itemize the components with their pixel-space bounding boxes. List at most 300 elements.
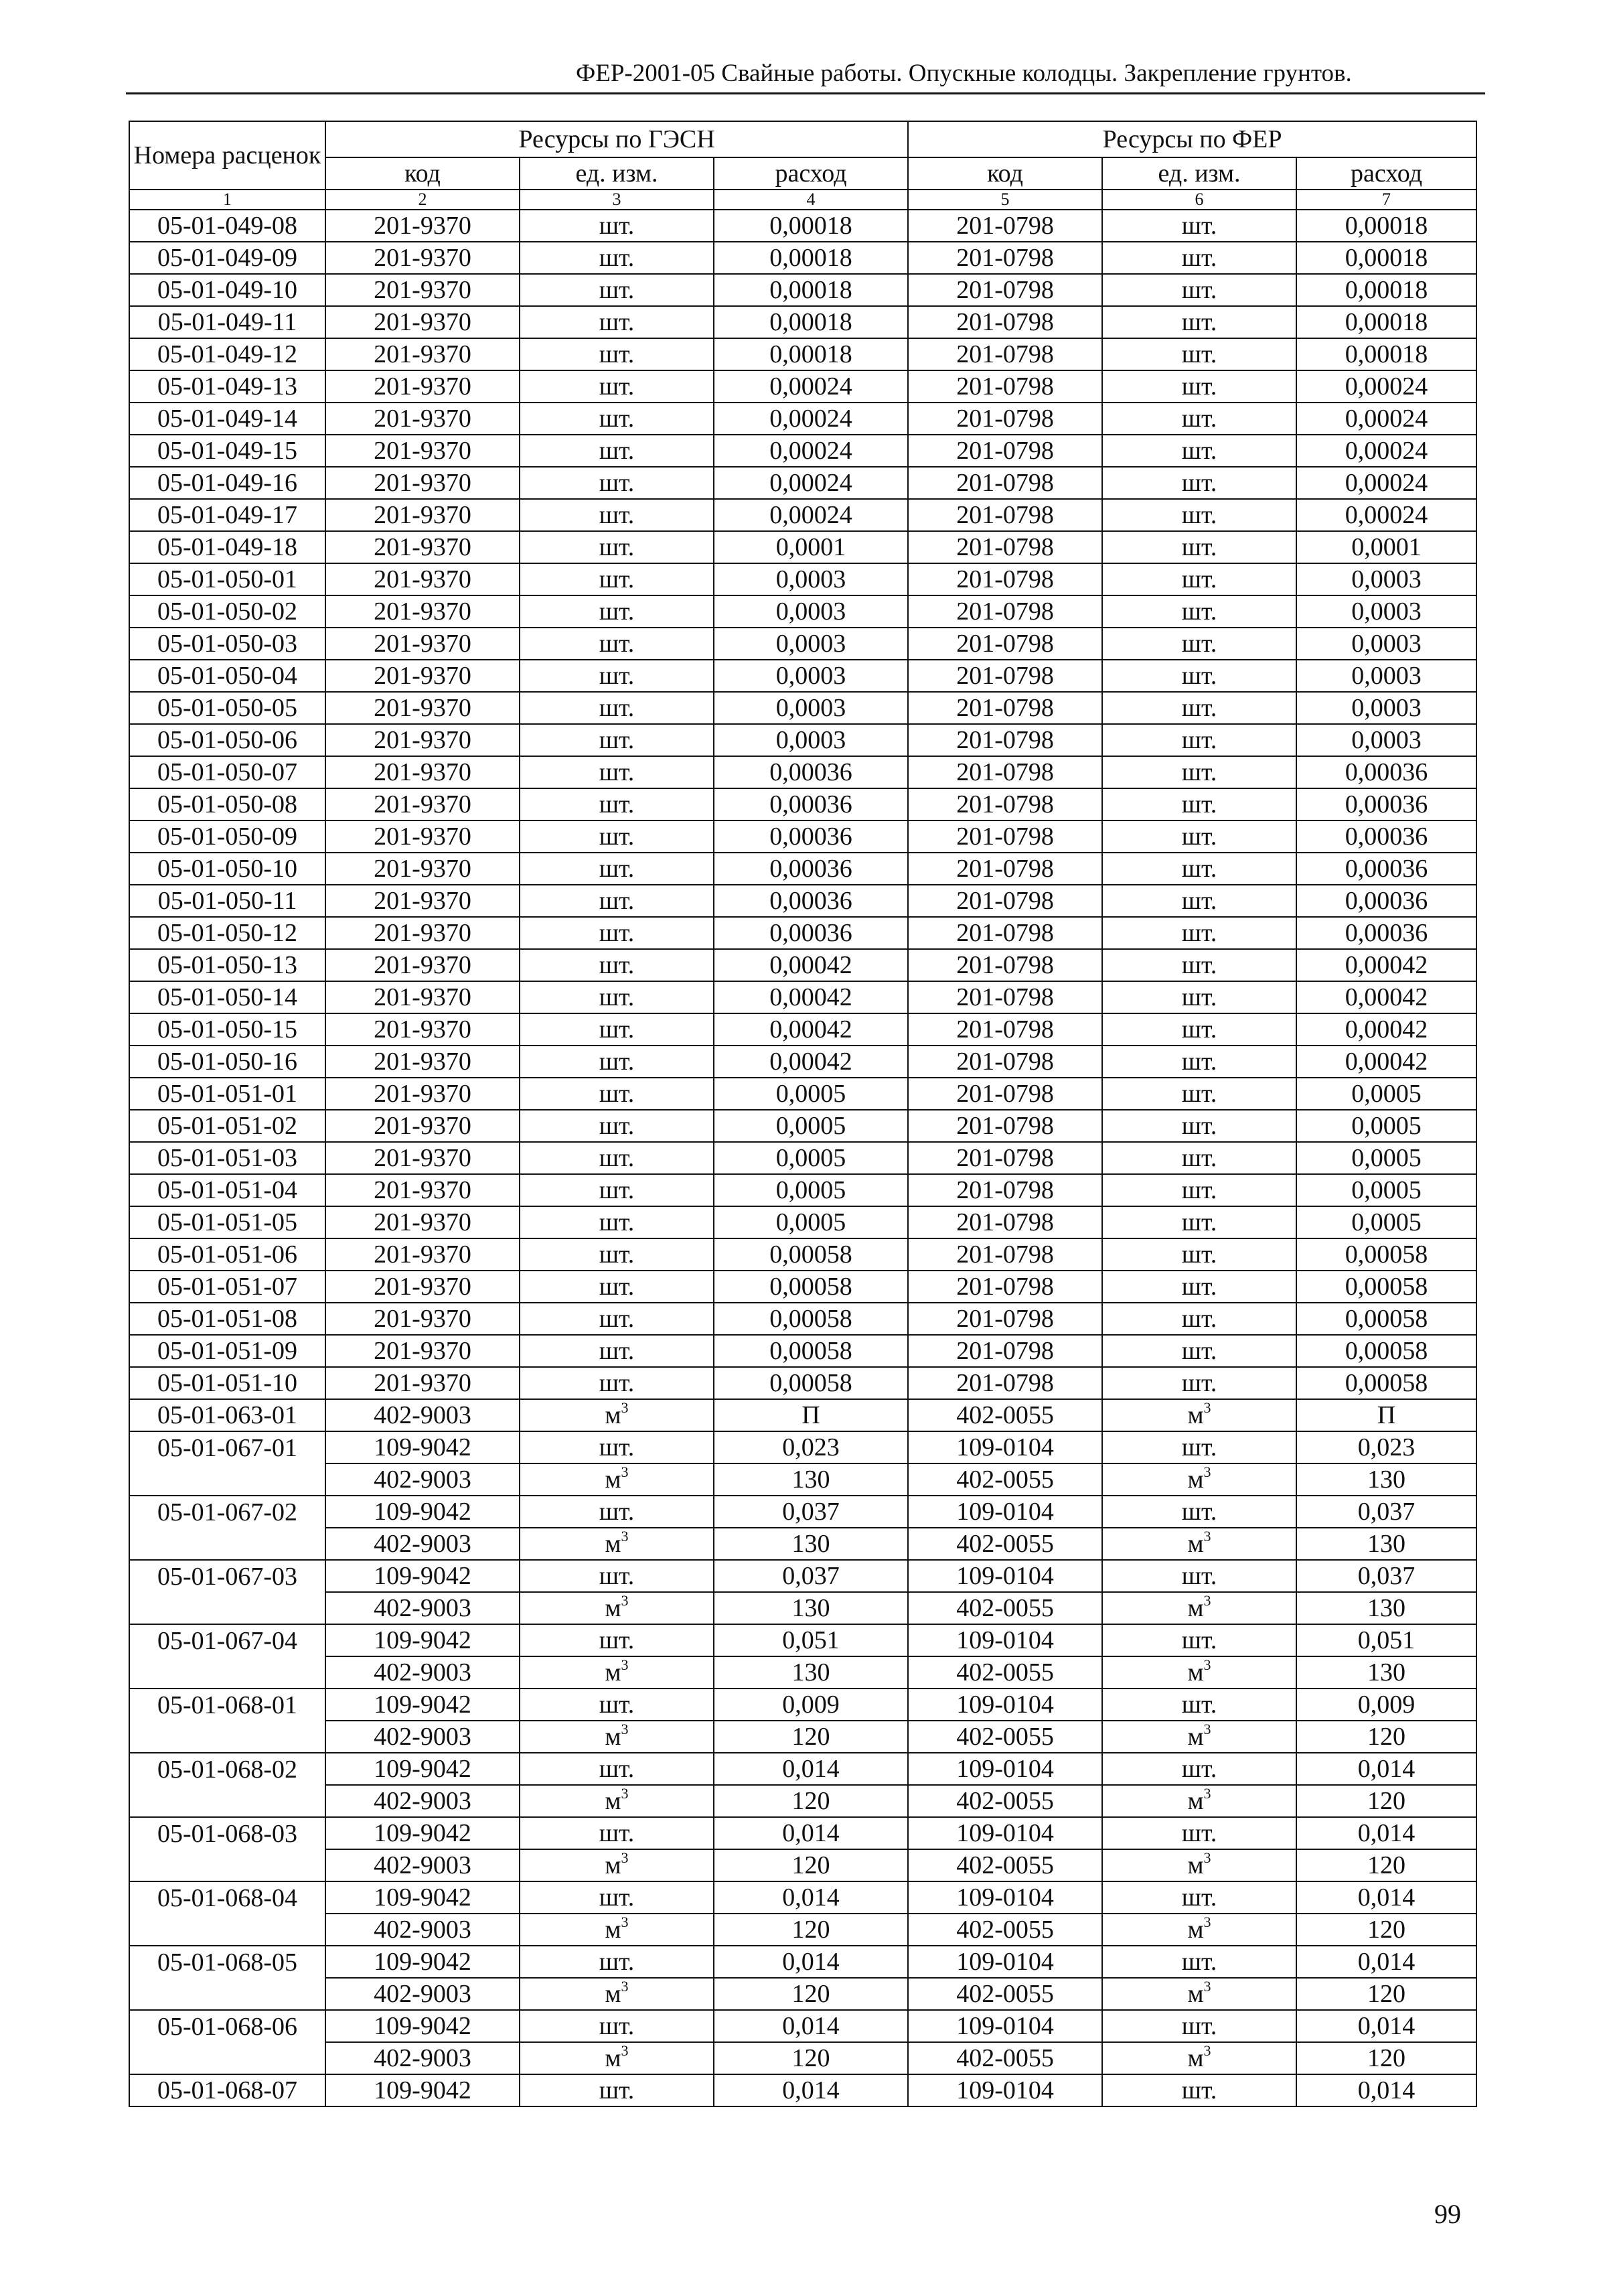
cell-gesn-amount: 130 <box>714 1528 908 1560</box>
cell-fer-code: 201-0798 <box>908 885 1102 917</box>
table-row <box>129 1946 1476 1978</box>
cell-gesn-amount: 120 <box>714 1849 908 1881</box>
cell-fer-code: 201-0798 <box>908 306 1102 338</box>
cell-fer-amount: 0,00018 <box>1296 306 1476 338</box>
cell-gesn-unit: шт. <box>520 1335 714 1367</box>
cell-rate-number <box>129 1463 325 1496</box>
table-row <box>129 467 1476 499</box>
cell-gesn-amount: 0,014 <box>714 1946 908 1978</box>
cell-gesn-unit: шт. <box>520 1689 714 1721</box>
cell-gesn-amount: 0,0003 <box>714 692 908 724</box>
cell-gesn-code: 402-9003 <box>325 1656 520 1689</box>
cell-gesn-unit: шт. <box>520 885 714 917</box>
table-row <box>129 242 1476 274</box>
table-row <box>129 1785 1476 1817</box>
cell-fer-amount: 0,0005 <box>1296 1078 1476 1110</box>
table-row <box>129 563 1476 595</box>
cell-fer-unit: шт. <box>1102 692 1296 724</box>
cell-gesn-unit: шт. <box>520 1303 714 1335</box>
cell-fer-unit: шт. <box>1102 1206 1296 1238</box>
cell-fer-amount: 0,00058 <box>1296 1271 1476 1303</box>
cell-gesn-unit: шт. <box>520 1817 714 1849</box>
cell-rate-number: 05-01-050-10 <box>129 853 325 885</box>
cell-fer-unit: шт. <box>1102 242 1296 274</box>
cell-fer-amount: 120 <box>1296 1785 1476 1817</box>
cell-gesn-unit: $м^3$ <box>520 2042 714 2074</box>
cell-fer-amount: 0,00024 <box>1296 435 1476 467</box>
cell-gesn-unit: $м^3$ <box>520 1849 714 1881</box>
cell-gesn-code: 402-9003 <box>325 1978 520 2010</box>
cell-fer-unit: шт. <box>1102 2074 1296 2106</box>
table-row <box>129 1624 1476 1656</box>
cell-fer-unit: шт. <box>1102 820 1296 853</box>
cell-gesn-amount: 120 <box>714 1721 908 1753</box>
cell-fer-code: 201-0798 <box>908 692 1102 724</box>
cell-fer-code: 201-0798 <box>908 531 1102 563</box>
table-row <box>129 306 1476 338</box>
cell-gesn-code: 201-9370 <box>325 853 520 885</box>
cell-fer-code: 201-0798 <box>908 1142 1102 1174</box>
cell-rate-number: 05-01-049-10 <box>129 274 325 306</box>
cell-rate-number: 05-01-051-05 <box>129 1206 325 1238</box>
cell-fer-unit: шт. <box>1102 1078 1296 1110</box>
cell-fer-unit: шт. <box>1102 563 1296 595</box>
cell-rate-number <box>129 1849 325 1881</box>
cell-rate-number: 05-01-051-04 <box>129 1174 325 1206</box>
cell-rate-number: 05-01-049-18 <box>129 531 325 563</box>
table-row <box>129 628 1476 660</box>
cell-fer-amount: 0,00036 <box>1296 885 1476 917</box>
cell-gesn-unit: шт. <box>520 981 714 1013</box>
cell-gesn-code: 201-9370 <box>325 370 520 403</box>
cell-fer-amount: 0,00036 <box>1296 788 1476 820</box>
cell-gesn-code: 201-9370 <box>325 788 520 820</box>
table-row <box>129 1753 1476 1785</box>
cell-rate-number: 05-01-068-07 <box>129 2074 325 2106</box>
cell-gesn-unit: шт. <box>520 628 714 660</box>
cell-gesn-code: 402-9003 <box>325 1721 520 1753</box>
cell-gesn-code: 201-9370 <box>325 210 520 242</box>
cell-rate-number: 05-01-050-15 <box>129 1013 325 1046</box>
cell-gesn-code: 109-9042 <box>325 1560 520 1592</box>
cell-gesn-amount: 120 <box>714 1914 908 1946</box>
cell-gesn-code: 109-9042 <box>325 1817 520 1849</box>
cell-fer-unit: шт. <box>1102 499 1296 531</box>
cell-fer-amount: 120 <box>1296 1721 1476 1753</box>
cell-fer-code: 201-0798 <box>908 788 1102 820</box>
cell-fer-code: 109-0104 <box>908 1431 1102 1463</box>
cell-fer-amount: 0,0003 <box>1296 628 1476 660</box>
cell-fer-amount: 0,014 <box>1296 2074 1476 2106</box>
cell-fer-unit: $м^3$ <box>1102 1463 1296 1496</box>
cell-fer-code: 402-0055 <box>908 1399 1102 1431</box>
cell-gesn-unit: шт. <box>520 1367 714 1399</box>
cell-fer-code: 201-0798 <box>908 1238 1102 1271</box>
table-row <box>129 1335 1476 1367</box>
cell-gesn-unit: $м^3$ <box>520 1721 714 1753</box>
cell-gesn-code: 201-9370 <box>325 1013 520 1046</box>
cell-gesn-code: 109-9042 <box>325 2010 520 2042</box>
table-row <box>129 1463 1476 1496</box>
cell-gesn-code: 201-9370 <box>325 1078 520 1110</box>
cell-fer-code: 109-0104 <box>908 2010 1102 2042</box>
cell-fer-unit: шт. <box>1102 628 1296 660</box>
cell-fer-code: 201-0798 <box>908 981 1102 1013</box>
cell-fer-unit: шт. <box>1102 788 1296 820</box>
cell-rate-number: 05-01-051-07 <box>129 1271 325 1303</box>
cell-fer-amount: 0,0003 <box>1296 660 1476 692</box>
cell-fer-code: 201-0798 <box>908 370 1102 403</box>
cell-gesn-unit: шт. <box>520 660 714 692</box>
cell-rate-number: 05-01-050-03 <box>129 628 325 660</box>
table-row <box>129 981 1476 1013</box>
cell-rate-number: 05-01-049-17 <box>129 499 325 531</box>
cell-fer-code: 201-0798 <box>908 595 1102 628</box>
cell-fer-unit: шт. <box>1102 1946 1296 1978</box>
cell-gesn-amount: 0,00024 <box>714 435 908 467</box>
table-row <box>129 1046 1476 1078</box>
cell-gesn-code: 201-9370 <box>325 1142 520 1174</box>
table-row <box>129 1142 1476 1174</box>
cell-gesn-code: 201-9370 <box>325 724 520 756</box>
cell-fer-amount: 0,00024 <box>1296 467 1476 499</box>
cell-rate-number: 05-01-068-04 <box>129 1881 325 1914</box>
cell-rate-number: 05-01-049-13 <box>129 370 325 403</box>
table-row <box>129 1496 1476 1528</box>
cell-gesn-amount: 0,014 <box>714 2010 908 2042</box>
cell-gesn-amount: П <box>714 1399 908 1431</box>
cell-gesn-unit: шт. <box>520 563 714 595</box>
cell-fer-code: 201-0798 <box>908 435 1102 467</box>
cell-fer-code: 402-0055 <box>908 1592 1102 1624</box>
cell-fer-code: 109-0104 <box>908 2074 1102 2106</box>
cell-gesn-code: 201-9370 <box>325 1206 520 1238</box>
cell-rate-number <box>129 1978 325 2010</box>
cell-gesn-amount: 0,037 <box>714 1560 908 1592</box>
cell-gesn-unit: шт. <box>520 531 714 563</box>
cell-gesn-amount: 0,00042 <box>714 949 908 981</box>
cell-fer-amount: 0,023 <box>1296 1431 1476 1463</box>
cell-gesn-code: 201-9370 <box>325 499 520 531</box>
cell-fer-amount: 0,0005 <box>1296 1206 1476 1238</box>
cell-rate-number <box>129 1528 325 1560</box>
cell-gesn-code: 109-9042 <box>325 1881 520 1914</box>
cell-rate-number: 05-01-067-04 <box>129 1624 325 1656</box>
cell-gesn-code: 201-9370 <box>325 338 520 370</box>
cell-gesn-amount: 0,00036 <box>714 885 908 917</box>
cell-gesn-unit: шт. <box>520 1078 714 1110</box>
col-number: 3 <box>520 190 714 210</box>
cell-gesn-code: 201-9370 <box>325 242 520 274</box>
cell-gesn-amount: 0,0005 <box>714 1206 908 1238</box>
cell-gesn-code: 201-9370 <box>325 1174 520 1206</box>
cell-rate-number: 05-01-049-14 <box>129 403 325 435</box>
cell-gesn-amount: 0,0003 <box>714 563 908 595</box>
cell-gesn-amount: 120 <box>714 1785 908 1817</box>
cell-fer-amount: 0,00036 <box>1296 917 1476 949</box>
cell-gesn-unit: шт. <box>520 756 714 788</box>
cell-fer-code: 402-0055 <box>908 1978 1102 2010</box>
table-row <box>129 499 1476 531</box>
cell-gesn-amount: 0,014 <box>714 1753 908 1785</box>
cell-rate-number: 05-01-067-01 <box>129 1431 325 1463</box>
table-row <box>129 338 1476 370</box>
cell-gesn-code: 402-9003 <box>325 1785 520 1817</box>
cell-fer-code: 201-0798 <box>908 917 1102 949</box>
col-header-rate-number: Номера расценок <box>129 121 325 190</box>
cell-gesn-amount: 0,00036 <box>714 917 908 949</box>
table-row <box>129 1238 1476 1271</box>
cell-fer-unit: шт. <box>1102 1013 1296 1046</box>
cell-gesn-amount: 0,0005 <box>714 1110 908 1142</box>
cell-rate-number <box>129 1721 325 1753</box>
cell-rate-number: 05-01-050-12 <box>129 917 325 949</box>
cell-fer-code: 201-0798 <box>908 628 1102 660</box>
cell-gesn-unit: шт. <box>520 210 714 242</box>
cell-gesn-amount: 130 <box>714 1463 908 1496</box>
cell-gesn-unit: шт. <box>520 1110 714 1142</box>
cell-fer-amount: 0,014 <box>1296 1946 1476 1978</box>
cell-gesn-amount: 130 <box>714 1656 908 1689</box>
cell-gesn-amount: 0,0003 <box>714 628 908 660</box>
cell-fer-amount: 0,0005 <box>1296 1110 1476 1142</box>
cell-gesn-unit: шт. <box>520 853 714 885</box>
cell-fer-unit: шт. <box>1102 1689 1296 1721</box>
cell-fer-amount: 0,0003 <box>1296 595 1476 628</box>
cell-fer-amount: 120 <box>1296 1978 1476 2010</box>
cell-fer-code: 201-0798 <box>908 1335 1102 1367</box>
cell-fer-code: 402-0055 <box>908 1528 1102 1560</box>
cell-fer-unit: $м^3$ <box>1102 1399 1296 1431</box>
col-number: 5 <box>908 190 1102 210</box>
cell-fer-unit: шт. <box>1102 306 1296 338</box>
cell-gesn-unit: шт. <box>520 1881 714 1914</box>
cell-fer-amount: 130 <box>1296 1656 1476 1689</box>
table-row <box>129 1013 1476 1046</box>
table-row <box>129 2010 1476 2042</box>
table-row <box>129 1367 1476 1399</box>
col-header-fer-code: код <box>908 157 1102 190</box>
cell-gesn-unit: шт. <box>520 370 714 403</box>
cell-rate-number: 05-01-050-11 <box>129 885 325 917</box>
table-row <box>129 1881 1476 1914</box>
cell-fer-unit: шт. <box>1102 660 1296 692</box>
cell-fer-unit: шт. <box>1102 853 1296 885</box>
cell-fer-unit: $м^3$ <box>1102 2042 1296 2074</box>
cell-gesn-unit: шт. <box>520 820 714 853</box>
cell-gesn-unit: шт. <box>520 1238 714 1271</box>
cell-fer-amount: 0,014 <box>1296 1753 1476 1785</box>
cell-fer-unit: $м^3$ <box>1102 1978 1296 2010</box>
cell-gesn-code: 201-9370 <box>325 917 520 949</box>
cell-fer-unit: $м^3$ <box>1102 1721 1296 1753</box>
cell-gesn-unit: шт. <box>520 1946 714 1978</box>
cell-gesn-code: 402-9003 <box>325 1399 520 1431</box>
col-header-fer-amount: расход <box>1296 157 1476 190</box>
cell-fer-unit: $м^3$ <box>1102 1656 1296 1689</box>
cell-rate-number <box>129 2042 325 2074</box>
table-row <box>129 1978 1476 2010</box>
group-header-gesn: Ресурсы по ГЭСН <box>325 121 908 157</box>
cell-fer-code: 402-0055 <box>908 1914 1102 1946</box>
cell-rate-number: 05-01-050-16 <box>129 1046 325 1078</box>
cell-rate-number: 05-01-068-03 <box>129 1817 325 1849</box>
table-row <box>129 788 1476 820</box>
cell-gesn-amount: 0,00058 <box>714 1335 908 1367</box>
table-row <box>129 660 1476 692</box>
cell-gesn-unit: шт. <box>520 403 714 435</box>
cell-gesn-code: 201-9370 <box>325 1367 520 1399</box>
cell-gesn-unit: шт. <box>520 1046 714 1078</box>
cell-gesn-unit: $м^3$ <box>520 1463 714 1496</box>
table-row <box>129 2042 1476 2074</box>
cell-gesn-code: 109-9042 <box>325 1689 520 1721</box>
table-row <box>129 724 1476 756</box>
cell-fer-unit: шт. <box>1102 1142 1296 1174</box>
cell-gesn-amount: 0,00042 <box>714 981 908 1013</box>
cell-fer-code: 201-0798 <box>908 467 1102 499</box>
col-header-fer-unit: ед. изм. <box>1102 157 1296 190</box>
cell-fer-amount: 0,00024 <box>1296 403 1476 435</box>
cell-gesn-amount: 120 <box>714 1978 908 2010</box>
table-row <box>129 1817 1476 1849</box>
cell-fer-amount: 0,00042 <box>1296 1046 1476 1078</box>
cell-fer-code: 201-0798 <box>908 1367 1102 1399</box>
cell-fer-amount: 0,00018 <box>1296 274 1476 306</box>
cell-gesn-unit: шт. <box>520 692 714 724</box>
cell-fer-unit: шт. <box>1102 724 1296 756</box>
cell-fer-amount: 0,00042 <box>1296 1013 1476 1046</box>
table-row <box>129 1399 1476 1431</box>
cell-gesn-amount: 0,00058 <box>714 1271 908 1303</box>
cell-gesn-amount: 0,00024 <box>714 403 908 435</box>
cell-fer-code: 402-0055 <box>908 2042 1102 2074</box>
cell-fer-amount: 0,0003 <box>1296 692 1476 724</box>
cell-fer-code: 402-0055 <box>908 1849 1102 1881</box>
cell-fer-unit: шт. <box>1102 403 1296 435</box>
cell-fer-amount: 0,0005 <box>1296 1142 1476 1174</box>
table-row <box>129 1206 1476 1238</box>
cell-rate-number: 05-01-063-01 <box>129 1399 325 1431</box>
cell-gesn-amount: 0,037 <box>714 1496 908 1528</box>
cell-fer-amount: 0,014 <box>1296 1881 1476 1914</box>
cell-rate-number: 05-01-050-06 <box>129 724 325 756</box>
cell-gesn-code: 402-9003 <box>325 1463 520 1496</box>
cell-fer-unit: шт. <box>1102 1303 1296 1335</box>
table-row <box>129 435 1476 467</box>
cell-gesn-code: 109-9042 <box>325 1946 520 1978</box>
table-row <box>129 595 1476 628</box>
cell-fer-unit: шт. <box>1102 1174 1296 1206</box>
cell-gesn-code: 402-9003 <box>325 1592 520 1624</box>
cell-fer-unit: шт. <box>1102 370 1296 403</box>
cell-fer-amount: 0,0003 <box>1296 724 1476 756</box>
cell-fer-code: 201-0798 <box>908 1046 1102 1078</box>
cell-gesn-unit: $м^3$ <box>520 1914 714 1946</box>
cell-gesn-code: 201-9370 <box>325 628 520 660</box>
cell-gesn-amount: 130 <box>714 1592 908 1624</box>
col-header-gesn-unit: ед. изм. <box>520 157 714 190</box>
cell-fer-code: 201-0798 <box>908 1110 1102 1142</box>
cell-gesn-code: 109-9042 <box>325 1624 520 1656</box>
cell-fer-amount: 0,00024 <box>1296 499 1476 531</box>
table-row <box>129 274 1476 306</box>
cell-fer-unit: $м^3$ <box>1102 1785 1296 1817</box>
table-row <box>129 853 1476 885</box>
cell-fer-unit: шт. <box>1102 1271 1296 1303</box>
cell-fer-amount: 130 <box>1296 1463 1476 1496</box>
cell-gesn-code: 201-9370 <box>325 531 520 563</box>
cell-fer-amount: 0,0005 <box>1296 1174 1476 1206</box>
cell-fer-code: 201-0798 <box>908 820 1102 853</box>
cell-gesn-code: 201-9370 <box>325 1046 520 1078</box>
cell-gesn-code: 402-9003 <box>325 1849 520 1881</box>
cell-fer-amount: 0,009 <box>1296 1689 1476 1721</box>
cell-fer-code: 201-0798 <box>908 1013 1102 1046</box>
cell-gesn-code: 201-9370 <box>325 467 520 499</box>
cell-fer-unit: шт. <box>1102 885 1296 917</box>
cell-fer-code: 201-0798 <box>908 563 1102 595</box>
cell-fer-code: 201-0798 <box>908 274 1102 306</box>
table-row <box>129 917 1476 949</box>
cell-fer-unit: шт. <box>1102 1881 1296 1914</box>
cell-gesn-amount: 0,00018 <box>714 210 908 242</box>
cell-fer-unit: шт. <box>1102 1046 1296 1078</box>
cell-fer-amount: 0,00036 <box>1296 756 1476 788</box>
cell-fer-code: 201-0798 <box>908 724 1102 756</box>
cell-fer-unit: шт. <box>1102 1335 1296 1367</box>
cell-gesn-amount: 0,00018 <box>714 338 908 370</box>
cell-gesn-code: 201-9370 <box>325 1238 520 1271</box>
cell-gesn-amount: 0,00018 <box>714 306 908 338</box>
cell-fer-code: 201-0798 <box>908 1303 1102 1335</box>
cell-fer-amount: П <box>1296 1399 1476 1431</box>
cell-gesn-unit: $м^3$ <box>520 1528 714 1560</box>
col-header-gesn-code: код <box>325 157 520 190</box>
table-row <box>129 1849 1476 1881</box>
cell-gesn-code: 201-9370 <box>325 949 520 981</box>
cell-gesn-code: 201-9370 <box>325 885 520 917</box>
cell-fer-code: 402-0055 <box>908 1721 1102 1753</box>
table-row <box>129 1303 1476 1335</box>
cell-gesn-amount: 0,023 <box>714 1431 908 1463</box>
cell-fer-code: 201-0798 <box>908 403 1102 435</box>
cell-gesn-unit: шт. <box>520 949 714 981</box>
cell-gesn-amount: 0,0003 <box>714 660 908 692</box>
cell-fer-unit: шт. <box>1102 756 1296 788</box>
cell-fer-code: 201-0798 <box>908 660 1102 692</box>
cell-fer-amount: 0,014 <box>1296 1817 1476 1849</box>
cell-rate-number: 05-01-051-10 <box>129 1367 325 1399</box>
cell-fer-unit: шт. <box>1102 1238 1296 1271</box>
table-row <box>129 2074 1476 2106</box>
cell-gesn-unit: шт. <box>520 1013 714 1046</box>
cell-fer-unit: шт. <box>1102 595 1296 628</box>
cell-gesn-amount: 0,00058 <box>714 1367 908 1399</box>
cell-gesn-code: 201-9370 <box>325 1303 520 1335</box>
cell-fer-unit: шт. <box>1102 1431 1296 1463</box>
cell-fer-code: 109-0104 <box>908 1753 1102 1785</box>
cell-gesn-code: 201-9370 <box>325 1110 520 1142</box>
table-row <box>129 403 1476 435</box>
cell-rate-number <box>129 1914 325 1946</box>
cell-fer-unit: шт. <box>1102 338 1296 370</box>
cell-fer-amount: 0,00058 <box>1296 1335 1476 1367</box>
cell-fer-amount: 0,00058 <box>1296 1367 1476 1399</box>
cell-rate-number: 05-01-051-09 <box>129 1335 325 1367</box>
table-row <box>129 820 1476 853</box>
cell-fer-unit: шт. <box>1102 1753 1296 1785</box>
